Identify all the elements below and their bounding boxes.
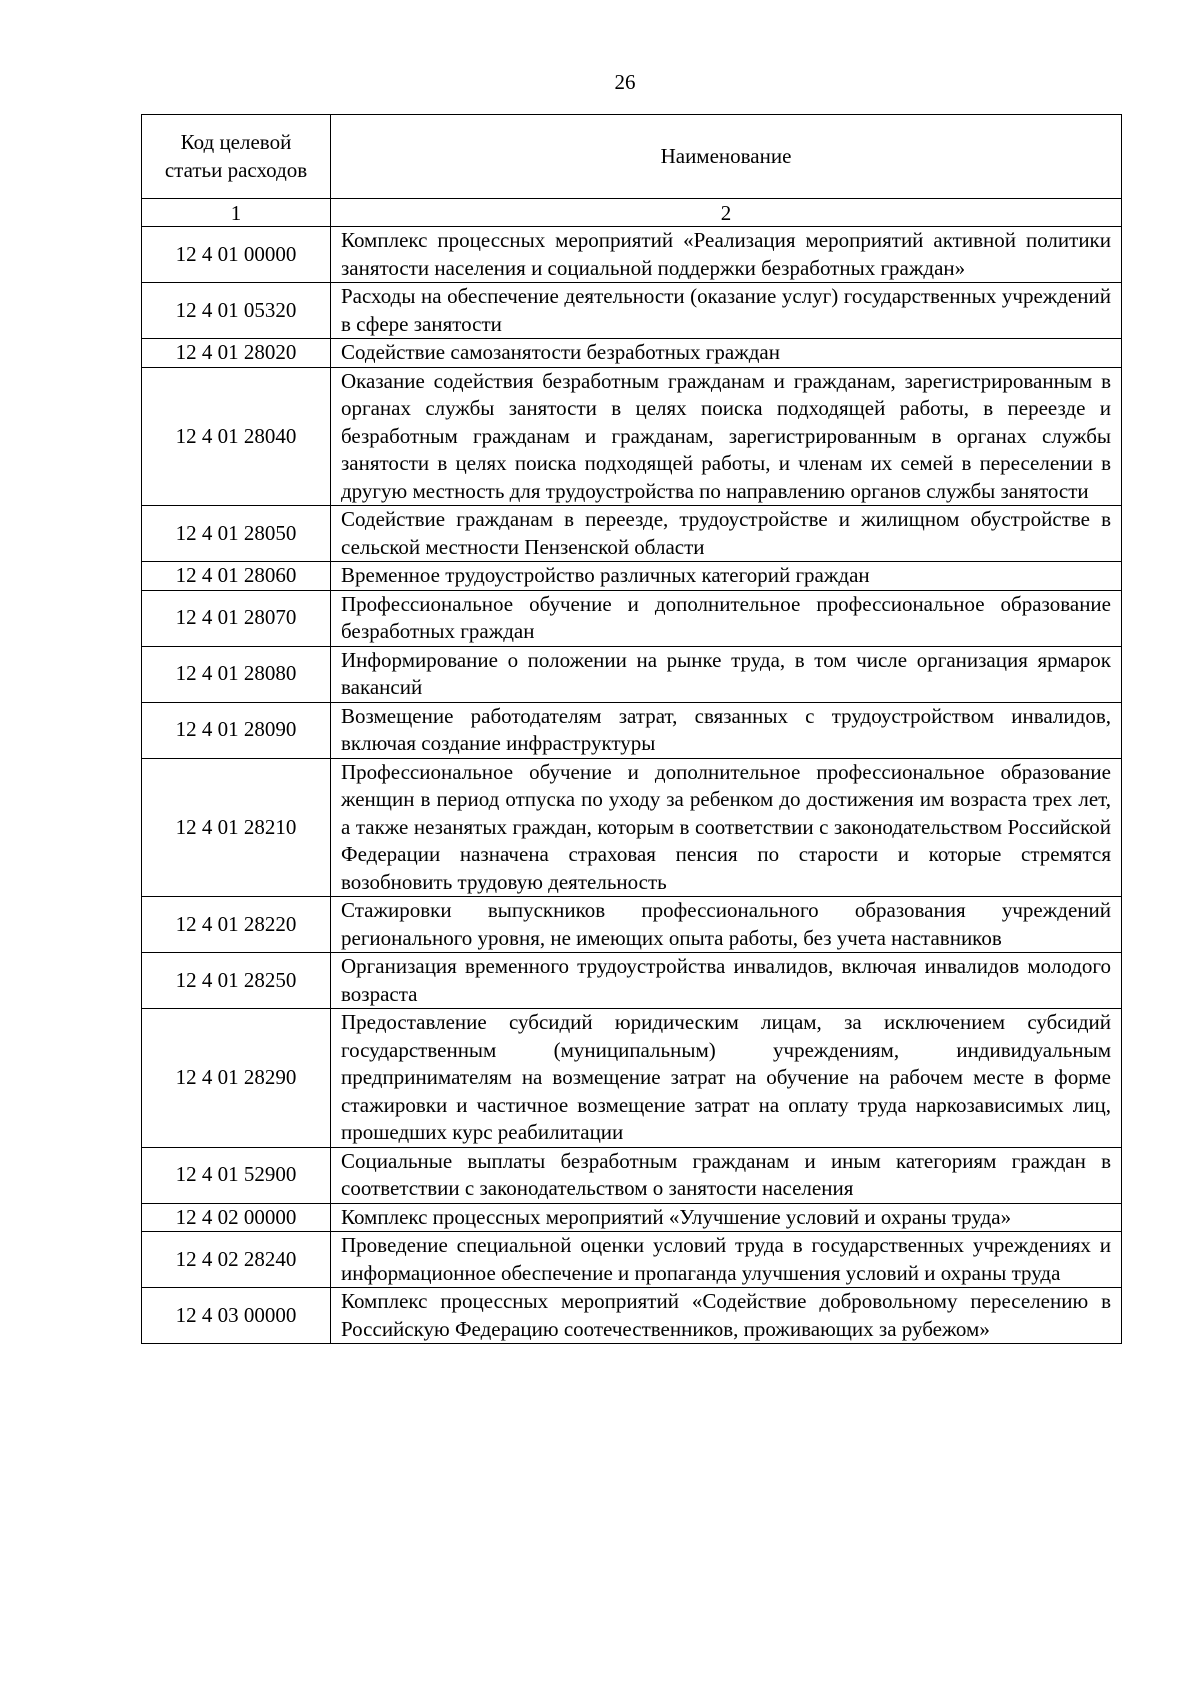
- row-name: Комплекс процессных мероприятий «Улучшение условий и охраны труда»: [331, 1203, 1122, 1232]
- table-row: [142, 562, 1122, 591]
- row-name: Временное трудоустройство различных категорий граждан: [331, 562, 1122, 591]
- row-code: 12 4 02 28240: [142, 1232, 331, 1288]
- table-row: [142, 283, 1122, 339]
- table-row: [142, 702, 1122, 758]
- row-code: 12 4 01 00000: [142, 227, 331, 283]
- header-name: Наименование: [331, 115, 1122, 199]
- index-col-1: 1: [142, 199, 331, 227]
- table-row: [142, 590, 1122, 646]
- table-row: [142, 339, 1122, 368]
- row-name: Предоставление субсидий юридическим лицам, за исключением субсидий государственным (муниципальным) учреждениям, индивидуальным предпринимателям на возмещение затрат на обучение на рабочем месте в форме стажировки и частичное возмещение затрат на оплату труда наркозависимых лиц, прошедших курс реабилитации: [331, 1009, 1122, 1148]
- table-row: [142, 1203, 1122, 1232]
- row-name: Расходы на обеспечение деятельности (оказание услуг) государственных учреждений в сфере занятости: [331, 283, 1122, 339]
- row-code: 12 4 01 28220: [142, 897, 331, 953]
- row-name: Информирование о положении на рынке труда, в том числе организация ярмарок вакансий: [331, 646, 1122, 702]
- row-code: 12 4 01 52900: [142, 1147, 331, 1203]
- header-code: Код целевой статьи расходов: [142, 115, 331, 199]
- table-row: [142, 953, 1122, 1009]
- row-name: Комплекс процессных мероприятий «Реализация мероприятий активной политики занятости населения и социальной поддержки безработных граждан»: [331, 227, 1122, 283]
- row-code: 12 4 01 28210: [142, 758, 331, 897]
- row-name: Профессиональное обучение и дополнительное профессиональное образование безработных граждан: [331, 590, 1122, 646]
- row-name: Организация временного трудоустройства инвалидов, включая инвалидов молодого возраста: [331, 953, 1122, 1009]
- table-row: [142, 506, 1122, 562]
- table-row: [142, 367, 1122, 506]
- table-row: [142, 1147, 1122, 1203]
- row-code: 12 4 01 05320: [142, 283, 331, 339]
- table-index-row: [142, 199, 1122, 227]
- table-row: [142, 1288, 1122, 1344]
- row-name: Оказание содействия безработным гражданам и гражданам, зарегистрированным в органах службы занятости в целях поиска подходящей работы, в переезде и безработным гражданам и гражданам, зарегистрированным в органах службы занятости в целях поиска подходящей работы, и членам их семей в переселении в другую местность для трудоустройства по направлению органов службы занятости: [331, 367, 1122, 506]
- row-name: Проведение специальной оценки условий труда в государственных учреждениях и информационное обеспечение и пропаганда улучшения условий и охраны труда: [331, 1232, 1122, 1288]
- row-name: Профессиональное обучение и дополнительное профессиональное образование женщин в период отпуска по уходу за ребенком до достижения им возраста трех лет, а также незанятых граждан, которым в соответствии с законодательством Российской Федерации назначена страховая пенсия по старости и которые стремятся возобновить трудовую деятельность: [331, 758, 1122, 897]
- row-code: 12 4 01 28090: [142, 702, 331, 758]
- table-row: [142, 897, 1122, 953]
- row-code: 12 4 02 00000: [142, 1203, 331, 1232]
- row-code: 12 4 01 28290: [142, 1009, 331, 1148]
- row-code: 12 4 01 28080: [142, 646, 331, 702]
- table-row: [142, 646, 1122, 702]
- row-code: 12 4 01 28040: [142, 367, 331, 506]
- index-col-2: 2: [331, 199, 1122, 227]
- row-code: 12 4 01 28020: [142, 339, 331, 368]
- row-name: Социальные выплаты безработным гражданам и иным категориям граждан в соответствии с законодательством о занятости населения: [331, 1147, 1122, 1203]
- table-row: [142, 758, 1122, 897]
- row-code: 12 4 01 28060: [142, 562, 331, 591]
- table-row: [142, 1009, 1122, 1148]
- row-code: 12 4 01 28250: [142, 953, 331, 1009]
- row-name: Возмещение работодателям затрат, связанных с трудоустройством инвалидов, включая создание инфраструктуры: [331, 702, 1122, 758]
- row-code: 12 4 01 28050: [142, 506, 331, 562]
- page-number: 26: [614, 70, 636, 94]
- expense-codes-table: [141, 114, 1122, 1344]
- row-name: Стажировки выпускников профессионального образования учреждений регионального уровня, не имеющих опыта работы, без учета наставников: [331, 897, 1122, 953]
- row-name: Комплекс процессных мероприятий «Содействие добровольному переселению в Российскую Федерацию соотечественников, проживающих за рубежом»: [331, 1288, 1122, 1344]
- row-name: Содействие гражданам в переезде, трудоустройстве и жилищном обустройстве в сельской местности Пензенской области: [331, 506, 1122, 562]
- row-code: 12 4 03 00000: [142, 1288, 331, 1344]
- table-row: [142, 1232, 1122, 1288]
- row-code: 12 4 01 28070: [142, 590, 331, 646]
- row-name: Содействие самозанятости безработных граждан: [331, 339, 1122, 368]
- table-row: [142, 227, 1122, 283]
- table-header-row: [142, 115, 1122, 199]
